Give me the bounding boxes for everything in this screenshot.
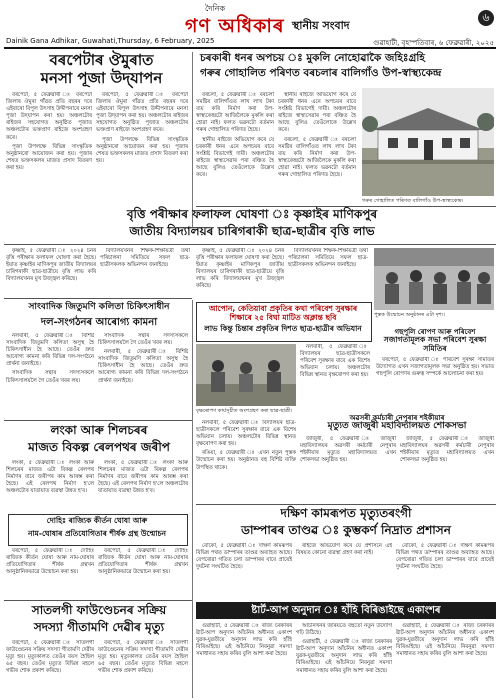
book-launch-photo	[374, 248, 494, 310]
masthead-dateline-assamese: গুৱাহাটী, বৃহস্পতিবাৰ, ৬ ফেব্ৰুৱাৰী, ২০২৫	[373, 39, 494, 47]
artist-body-1b: নলবাৰী, ৫ ফেব্ৰুৱাৰী ঃ বিশিষ্ট সাংবাদিক জিতুমণি কলিতা অসুস্থ হৈ চিকিৎসাধীন হৈ আছে। তেওঁৰ দ্ৰুত আৰোগ্য কামনা কৰি বিভিন্ন দল-সংগঠনে প্ৰাৰ্থনা জনাইছে।	[98, 349, 188, 384]
startup-body-1c: গুৱাহাটী, ৫ ফেব্ৰুৱাৰী ঃ ৰাজ্য চৰকাৰৰ ষ্টাৰ্ট-আপ অনুদান আঁচনিৰ অধীনত একাংশ যুৱক-যুৱতীয়ে অনুদান লাভ কৰি হাঁহি বিৰিঙাইছে। এই আঁচনিয়ে নিবনুৱা সমস্যা সমাধানত সহায় কৰিব বুলি আশা কৰা হৈছে।	[396, 623, 494, 658]
flood-body-2: ৰাইজে অভিযোগ কৰে যে প্ৰশাসনে এই বিষয়ত কোনো ব্যৱস্থা গ্ৰহণ কৰা নাই।	[296, 543, 392, 557]
cleanliness-body-continued	[196, 420, 296, 502]
college-body-1: জাজুৰী, ৫ ফেব্ৰুৱাৰী ঃ জাজুৰী মহাবিদ্যালয়ৰ অৱসৰী কৰ্মচাৰী নেপুৰাৰ শইকীয়াৰ মৃত্যুত মহাবিদ্যালয়ত এখন শোকসভা অনুষ্ঠিত হয়।	[300, 436, 396, 464]
rail-headline-2: মাজত বিকল্প ৰেলপথৰ জৰীপ	[28, 440, 170, 454]
scholarship-body-column-1	[6, 248, 96, 302]
artist-body-column-1	[6, 333, 94, 421]
startup-body-column-2	[296, 623, 392, 697]
cleanliness-body	[300, 344, 370, 406]
health-body-2b: স্থানীয় ৰাইজে অভিযোগ কৰে যে চৰকাৰী ধনৰ এনে অপচয়ৰ বাবে সংশ্লিষ্ট বিভাগেই দায়ী। অঞ্চলটোৰ ৰাইজে স্বাস্থ্যসেৱাৰ পৰা বঞ্চিত হৈ আছে বুলিও তেওঁলোকে উল্লেখ কৰে।	[278, 92, 356, 134]
artist-body-1: নলবাৰী, ৫ ফেব্ৰুৱাৰী ঃ বিশিষ্ট সাংবাদিক জিতুমণি কলিতা অসুস্থ হৈ চিকিৎসাধীন হৈ আছে। তেওঁৰ দ্ৰুত আৰোগ্য কামনা কৰি বিভিন্ন দল-সংগঠনে প্ৰাৰ্থনা জনাইছে।	[6, 333, 94, 368]
scholarship-headline-1: বৃত্তি পৰীক্ষাৰ ফলাফল ঘোষণা ঃ কৃষ্ণাইৰ মাণিকপুৰ	[126, 207, 378, 221]
artist-headline-1: সাংবাদিক জিতুমণি কলিতা চিকিৎসাধীন	[28, 302, 170, 312]
scholarship-body-2d: বিদ্যালয়খনৰ শিক্ষক-শিক্ষয়িত্ৰী তথা পৰিচালনা সমিতিয়ে সফল ছাত্ৰ-ছাত্ৰীসকলক অভিনন্দন জনাইছে।	[288, 248, 368, 269]
puja-body-2b: পূজা উপলক্ষে বিভিন্ন সাংস্কৃতিক অনুষ্ঠানৰো আয়োজন কৰা হয়। পূজাৰ শেষত ভক্তসকলৰ মাজত প্ৰসাদ বিতৰণ কৰা হয়।	[96, 136, 188, 164]
rail-body-1b: লংকা, ৫ ফেব্ৰুৱাৰী ঃ লংকা আৰু শিলচৰৰ মাজত এটা বিকল্প ৰেলপথ নিৰ্মাণৰ বাবে জৰীপৰ কাম আৰম্ভ কৰা হৈছে। এই ৰেলপথ নিৰ্মাণ হ'লে অঞ্চলটোৰ যাতায়াত ব্যৱস্থা উন্নত হ'ব।	[98, 460, 188, 495]
health-headline-1: চৰকাৰী ধনৰ অপচয় ঃ মুকলি নোহোৱাকৈ জহিঃগ্ৰহি	[200, 52, 425, 64]
conference-kicker: গছপুলি ৰোপণ আৰু পৰিবেশ	[394, 328, 476, 336]
college-body-column-2	[400, 436, 494, 502]
artist-body-2: সাংবাদিক সন্থাৰ সদস্যসকলে চিকিৎসালয়লৈ গৈ তেওঁৰ খবৰ লয়।	[6, 370, 94, 384]
page-number: ৬	[478, 10, 494, 26]
health-centre-photo	[362, 88, 494, 196]
startup-body-1: গুৱাহাটী, ৫ ফেব্ৰুৱাৰী ঃ ৰাজ্য চৰকাৰৰ ষ্টাৰ্ট-আপ অনুদান আঁচনিৰ অধীনত একাংশ যুৱক-যুৱতীয়ে অনুদান লাভ কৰি হাঁহি বিৰিঙাইছে। এই আঁচনিয়ে নিবনুৱা সমস্যা সমাধানত সহায় কৰিব বুলি আশা কৰা হৈছে।	[196, 623, 292, 658]
startup-body-column-1	[196, 623, 292, 697]
flood-body-1: বোকো, ৫ ফেব্ৰুৱাৰী ঃ দক্ষিণ কামৰূপৰ বিভিন্ন পথত ডাম্পাৰৰ তাণ্ডৱ অব্যাহত আছে। বেপৰোৱা গতিত চলা ডাম্পাৰৰ বাবে প্ৰায়েই দুৰ্ঘটনা সংঘটিত হৈছে।	[196, 543, 292, 571]
puja-headline-1: বৰপেটাৰ ঔমুৰাত	[49, 51, 154, 69]
death-body-1b: বৰপেটা, ৫ ফেব্ৰুৱাৰী ঃ সাতলগী ফাউণ্ডেচনৰ সক্ৰিয় সদস্যা গীতামণি দেৱীৰ মৃত্যু হয়। মৃত্যুকালত তেওঁৰ বয়স হৈছিল ৬৫ বছৰ। তেওঁৰ মৃত্যুত বিভিন্ন মহলে গভীৰ শোক প্ৰকাশ কৰিছে।	[98, 640, 188, 675]
startup-body-2: আঁচনিখনৰ জৰিয়তে বহুতো নতুন উদ্যোগ গঢ়ি উঠিছে।	[296, 623, 392, 637]
scholarship-body-1c: কৃষ্ণাই, ৫ ফেব্ৰুৱাৰী ঃ ২০২৪ চনৰ বৃত্তি পৰীক্ষাৰ ফলাফল ঘোষণা কৰা হৈছে। ইয়াত কৃষ্ণাইৰ মাণিকপুৰ জাতীয় বিদ্যালয়ৰ চাৰিগৰাকী ছাত্ৰ-ছাত্ৰীয়ে বৃত্তি লাভ কৰি বিদ্যালয়খনৰ মুখ উজ্জ্বল কৰিছে।	[196, 248, 284, 290]
health-photo-caption: গৰুৰ গোহালিত পৰিণত বালিগাঁও উপ-স্বাস্থ্যকেন্দ্ৰ।	[362, 198, 464, 204]
masthead-dateline-english: Dainik Gana Adhikar, Guwahati,Thursday, 6 February, 2025	[6, 37, 215, 45]
flood-body-column-1	[196, 543, 292, 599]
college-kicker: অৱসৰী কৰ্মচাৰী নেপুৰাৰ শইকীয়াৰ	[349, 414, 445, 422]
cleanliness-caption: বৃক্ষৰোপণ কাৰ্যসূচীত অংশগ্ৰহণ কৰা ছাত্ৰ-ছাত্ৰী।	[196, 408, 293, 414]
section-rule-4	[4, 298, 192, 299]
masthead	[0, 0, 500, 50]
cleanliness-headline-1: আপোন, কেতিয়াবা প্ৰকৃতিৰ কথা পৰিবেশ সুৰক্ষাৰ শিক্ষাৰে ২৫ বিঘা মাটিত অক্লান্ত ছবি	[208, 304, 358, 322]
rail-body-column-2	[98, 460, 188, 512]
college-body-1b: জাজুৰী, ৫ ফেব্ৰুৱাৰী ঃ জাজুৰী মহাবিদ্যালয়ৰ অৱসৰী কৰ্মচাৰী নেপুৰাৰ শইকীয়াৰ মৃত্যুত মহাবিদ্যালয়ত এখন শোকসভা অনুষ্ঠিত হয়।	[400, 436, 494, 464]
cleanliness-headline-2: লাভ কিন্তু চিন্তাৰ প্ৰকৃতিৰ দিশত ছাত্ৰ-ছাত্ৰীৰ অভিযান	[204, 324, 362, 333]
scholarship-headline-2: জাতীয় বিদ্যালয়ৰ চাৰিগৰাকী ছাত্ৰ-ছাত্ৰীৰ বৃত্তি লাভ	[129, 224, 375, 238]
section-title: স্থানীয় সংবাদ	[292, 19, 350, 32]
column-rule	[192, 52, 193, 227]
masthead-rule	[4, 47, 496, 49]
masthead-pre-title: দৈনিক	[205, 4, 226, 13]
section-rule-5	[4, 420, 192, 421]
health-body-1: বৰচলা, ৫ ফেব্ৰুৱাৰী ঃ বৰচলা সমষ্টিৰ বালিগাঁওত লাখ লাখ টকা ব্যয় কৰি নিৰ্মাণ কৰা উপ-স্বাস্থ্যকেন্দ্ৰটো আজিলৈকে মুকলি কৰা হোৱা নাই। ফলত ভৱনটো বৰ্তমান গৰুৰ গোহালিত পৰিণত হৈছে।	[196, 92, 274, 134]
death-headline-2: সদস্যা গীতামণি দেৱীৰ মৃত্যু	[33, 620, 165, 634]
puja-body-2: পূজা উপলক্ষে বিভিন্ন সাংস্কৃতিক অনুষ্ঠানৰো আয়োজন কৰা হয়। পূজাৰ শেষত ভক্তসকলৰ মাজত প্ৰসাদ বিতৰণ কৰা হয়।	[6, 143, 92, 171]
quiz-body-column-1	[6, 548, 94, 600]
health-body-2: স্থানীয় ৰাইজে অভিযোগ কৰে যে চৰকাৰী ধনৰ এনে অপচয়ৰ বাবে সংশ্লিষ্ট বিভাগেই দায়ী। অঞ্চলটোৰ ৰাইজে স্বাস্থ্যসেৱাৰ পৰা বঞ্চিত হৈ আছে বুলিও তেওঁলোকে উল্লেখ কৰে।	[196, 136, 274, 179]
death-body-column-2	[98, 640, 188, 696]
cleanliness-body-1b: নলবাৰী, ৫ ফেব্ৰুৱাৰী ঃ বিদ্যালয়ৰ ছাত্ৰ-ছাত্ৰীসকলে পৰিবেশ সুৰক্ষাৰ বাবে এক বিশেষ অভিযান চলায়। অঞ্চলটোৰ বিভিন্ন স্থানত বৃক্ষৰোপণ কৰা হয়।	[196, 420, 296, 448]
health-headline-2: গৰুৰ গোহালিত পৰিণত বৰচলাৰ বালিগাঁও উপ-স্বাস্থ্যকেন্দ্ৰ	[200, 67, 442, 79]
puja-body-column-2	[96, 92, 188, 204]
conference-headline: সজাগতামূলক সভা পৰিবেশ সুৰক্ষা সমিতিৰ	[383, 335, 487, 353]
scholarship-body-column-2	[100, 248, 190, 302]
cleanliness-photo	[196, 344, 296, 406]
quiz-headline-1: দোহিঃ ৰাজ্যিক কীৰ্তন ঘোষা আৰু	[46, 516, 148, 525]
puja-body-1: বৰপেটা, ৫ ফেব্ৰুৱাৰী ঃ বৰপেটা জিলাৰ ঔমুৰা গাঁৱত প্ৰতি বছৰৰ দৰে এইবাৰো বিপুল উৎসাহ উদ্দীপনাৰে মনসা পূজা উদ্‌যাপন কৰা হয়। অঞ্চলটোৰ ৰাইজৰ সহযোগত অনুষ্ঠিত পূজাত অঞ্চলটোৰ ভক্তপ্ৰাণ ৰাইজে অংশগ্ৰহণ কৰে।	[6, 92, 92, 141]
artist-headline-2: দল-সংগঠনৰ আৰোগ্য কামনা	[40, 317, 158, 328]
artist-body-2b: সাংবাদিক সন্থাৰ সদস্যসকলে চিকিৎসালয়লৈ গৈ তেওঁৰ খবৰ লয়।	[98, 333, 188, 347]
column-rule-2	[192, 300, 193, 698]
section-rule-6	[4, 600, 192, 601]
conference-body	[376, 357, 494, 409]
health-body-1b: বৰচলা, ৫ ফেব্ৰুৱাৰী ঃ বৰচলা সমষ্টিৰ বালিগাঁওত লাখ লাখ টকা ব্যয় কৰি নিৰ্মাণ কৰা উপ-স্বাস্থ্যকেন্দ্ৰটো আজিলৈকে মুকলি কৰা হোৱা নাই। ফলত ভৱনটো বৰ্তমান গৰুৰ গোহালিত পৰিণত হৈছে।	[278, 136, 356, 179]
flood-headline-2: ডাম্পাৰৰ তাণ্ডৱ ঃ কুম্ভকৰ্ণ নিদ্ৰাত প্ৰশাসন	[241, 523, 451, 537]
conference-body-1: বৰপেটা, ৫ ফেব্ৰুৱাৰী ঃ পৰিবেশ সুৰক্ষা সমিতিৰ উদ্যোগত এখন সজাগতামূলক সভা অনুষ্ঠিত হয়। সভাত গছপুলি ৰোপণৰ গুৰুত্ব সম্পৰ্কে আলোচনা কৰা হয়।	[376, 357, 494, 378]
death-body-column-1	[6, 640, 94, 696]
scholarship-body-2: বিদ্যালয়খনৰ শিক্ষক-শিক্ষয়িত্ৰী তথা পৰিচালনা সমিতিয়ে সফল ছাত্ৰ-ছাত্ৰীসকলক অভিনন্দন জনাইছে।	[100, 248, 190, 269]
college-body-column-1	[300, 436, 396, 502]
health-body-column-2	[278, 92, 356, 202]
artist-body-column-2	[98, 333, 188, 421]
quiz-body-column-2	[98, 548, 188, 600]
newspaper-logo: গণ অধিকাৰ	[185, 15, 285, 37]
flood-body-column-3	[396, 543, 494, 599]
puja-body-1b: বৰপেটা, ৫ ফেব্ৰুৱাৰী ঃ বৰপেটা জিলাৰ ঔমুৰা গাঁৱত প্ৰতি বছৰৰ দৰে এইবাৰো বিপুল উৎসাহ উদ্দীপনাৰে মনসা পূজা উদ্‌যাপন কৰা হয়। অঞ্চলটোৰ ৰাইজৰ সহযোগত অনুষ্ঠিত পূজাত অঞ্চলটোৰ ভক্তপ্ৰাণ ৰাইজে অংশগ্ৰহণ কৰে।	[96, 92, 188, 134]
rail-body-1: লংকা, ৫ ফেব্ৰুৱাৰী ঃ লংকা আৰু শিলচৰৰ মাজত এটা বিকল্প ৰেলপথ নিৰ্মাণৰ বাবে জৰীপৰ কাম আৰম্ভ কৰা হৈছে। এই ৰেলপথ নিৰ্মাণ হ'লে অঞ্চলটোৰ যাতায়াত ব্যৱস্থা উন্নত হ'ব।	[6, 460, 94, 495]
death-headline-1: সাতলগী ফাউণ্ডেচনৰ সক্ৰিয়	[31, 603, 167, 617]
startup-body-1b: গুৱাহাটী, ৫ ফেব্ৰুৱাৰী ঃ ৰাজ্য চৰকাৰৰ ষ্টাৰ্ট-আপ অনুদান আঁচনিৰ অধীনত একাংশ যুৱক-যুৱতীয়ে অনুদান লাভ কৰি হাঁহি বিৰিঙাইছে। এই আঁচনিয়ে নিবনুৱা সমস্যা সমাধানত সহায় কৰিব বুলি আশা কৰা হৈছে।	[296, 639, 392, 674]
section-rule-3	[196, 504, 496, 505]
quiz-body-1: বৰপেটা, ৫ ফেব্ৰুৱাৰী ঃ দোহিঃ ৰাজ্যিক কীৰ্তন ঘোষা আৰু নাম-ঘোষাৰ প্ৰতিযোগিতাৰ শীৰ্ষক গ্ৰন্থখন আনুষ্ঠানিকভাৱে উন্মোচন কৰা হয়।	[6, 548, 94, 576]
death-body-1: বৰপেটা, ৫ ফেব্ৰুৱাৰী ঃ সাতলগী ফাউণ্ডেচনৰ সক্ৰিয় সদস্যা গীতামণি দেৱীৰ মৃত্যু হয়। মৃত্যুকালত তেওঁৰ বয়স হৈছিল ৬৫ বছৰ। তেওঁৰ মৃত্যুত বিভিন্ন মহলে গভীৰ শোক প্ৰকাশ কৰিছে।	[6, 640, 94, 675]
health-body-column-1	[196, 92, 274, 202]
rail-headline-1: লংকা আৰু শিলচৰৰ	[50, 423, 148, 437]
flood-headline-1: দক্ষিণ কামৰূপত মৃত্যুতৰংগী	[280, 506, 412, 520]
flood-body-column-2	[296, 543, 392, 599]
college-headline: মৃত্যুত জাজুৰী মহাবিদ্যালয়ত শোকসভা	[327, 421, 467, 431]
cleanliness-body-1: নলবাৰী, ৫ ফেব্ৰুৱাৰী ঃ বিদ্যালয়ৰ ছাত্ৰ-ছাত্ৰীসকলে পৰিবেশ সুৰক্ষাৰ বাবে এক বিশেষ অভিযান চলায়। অঞ্চলটোৰ বিভিন্ন স্থানত বৃক্ষৰোপণ কৰা হয়।	[300, 344, 370, 379]
startup-body-column-3	[396, 623, 494, 697]
scholarship-body-column-3	[196, 248, 284, 302]
right-top-body-1: ৰঙিয়া, ৫ ফেব্ৰুৱাৰী ঃ এখন নতুন পুস্তক উন্মোচন কৰা হয়। অনুষ্ঠানত বহু বিশিষ্ট ব্যক্তি উপস্থিত থাকে।	[196, 450, 296, 471]
quiz-body-1b: বৰপেটা, ৫ ফেব্ৰুৱাৰী ঃ দোহিঃ ৰাজ্যিক কীৰ্তন ঘোষা আৰু নাম-ঘোষাৰ প্ৰতিযোগিতাৰ শীৰ্ষক গ্ৰন্থখন আনুষ্ঠানিকভাৱে উন্মোচন কৰা হয়।	[98, 548, 188, 576]
quiz-headline-2: নাম-ঘোষাৰ প্ৰতিযোগিতাৰ শীৰ্ষক গ্ৰন্থ উন্মোচন	[28, 529, 166, 538]
rail-body-column-1	[6, 460, 94, 512]
scholarship-body-column-4	[288, 248, 368, 302]
puja-body-column-1	[6, 92, 92, 204]
flood-body-1c: বোকো, ৫ ফেব্ৰুৱাৰী ঃ দক্ষিণ কামৰূপৰ বিভিন্ন পথত ডাম্পাৰৰ তাণ্ডৱ অব্যাহত আছে। বেপৰোৱা গতিত চলা ডাম্পাৰৰ বাবে প্ৰায়েই দুৰ্ঘটনা সংঘটিত হৈছে।	[396, 543, 494, 571]
scholarship-body-1: কৃষ্ণাই, ৫ ফেব্ৰুৱাৰী ঃ ২০২৪ চনৰ বৃত্তি পৰীক্ষাৰ ফলাফল ঘোষণা কৰা হৈছে। ইয়াত কৃষ্ণাইৰ মাণিকপুৰ জাতীয় বিদ্যালয়ৰ চাৰিগৰাকী ছাত্ৰ-ছাত্ৰীয়ে বৃত্তি লাভ কৰি বিদ্যালয়খনৰ মুখ উজ্জ্বল কৰিছে।	[6, 248, 96, 283]
startup-headline: ষ্টাৰ্ট-আপ অনুদান ঃ হাঁহি বিৰিঙাইছে একাংশৰ	[196, 602, 496, 619]
section-rule-2	[4, 244, 496, 245]
book-launch-caption: পুস্তক উন্মোচন অনুষ্ঠানৰ এটা দৃশ্য।	[374, 312, 445, 318]
puja-headline-2: মনসা পূজা উদ্‌যাপন	[40, 69, 163, 87]
